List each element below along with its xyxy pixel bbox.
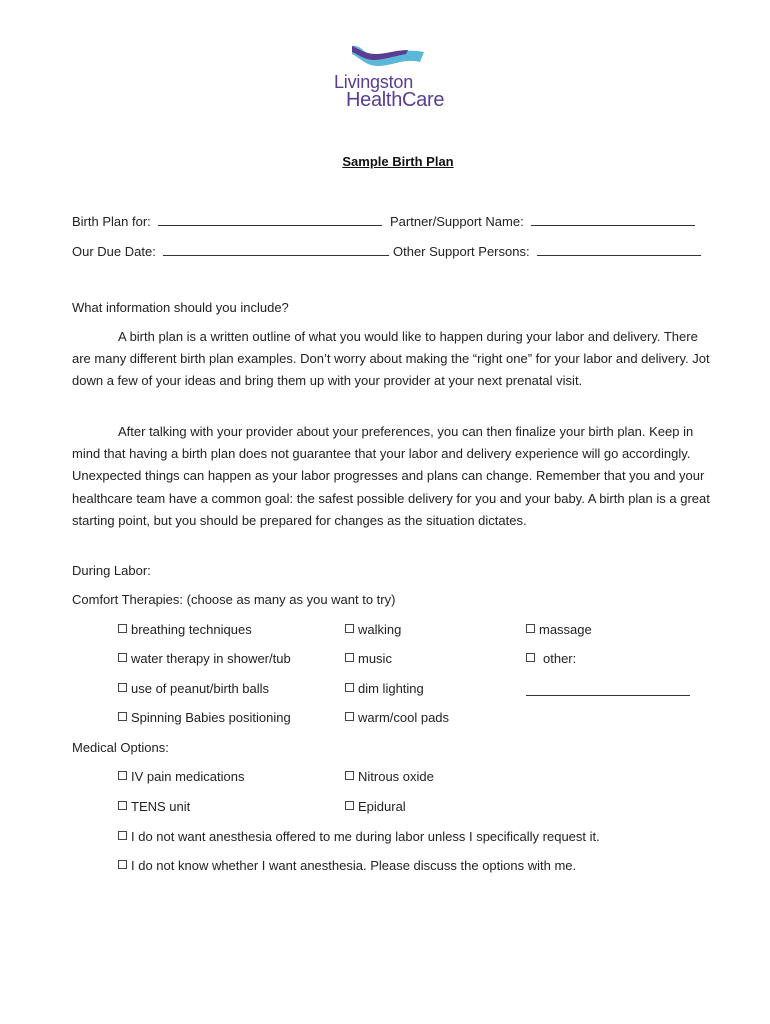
- checkbox-icon[interactable]: [345, 771, 354, 780]
- option-massage[interactable]: [526, 621, 592, 639]
- due-date-field[interactable]: [163, 242, 389, 256]
- option-dim-lighting[interactable]: [345, 680, 424, 698]
- due-date-label: Our Due Date:: [72, 244, 156, 259]
- option-epidural[interactable]: [345, 798, 406, 816]
- option-warm-cool[interactable]: [345, 709, 449, 727]
- option-label: I do not know whether I want anesthesia. Please discuss the options with me.: [131, 858, 577, 873]
- during-labor-heading: During Labor:: [72, 563, 151, 578]
- option-water[interactable]: [118, 650, 291, 668]
- checkbox-icon[interactable]: [118, 683, 127, 692]
- livingston-healthcare-logo: [334, 44, 474, 114]
- option-breathing[interactable]: [118, 621, 252, 639]
- option-label: warm/cool pads: [358, 710, 450, 725]
- option-label: Nitrous oxide: [358, 769, 434, 784]
- checkbox-icon[interactable]: [345, 801, 354, 810]
- partner-support-row: [390, 212, 695, 230]
- checkbox-icon[interactable]: [118, 624, 127, 633]
- option-label: use of peanut/birth balls: [131, 681, 270, 696]
- partner-support-field[interactable]: [531, 212, 695, 226]
- medical-heading: Medical Options:: [72, 740, 169, 755]
- option-label: IV pain medications: [131, 769, 245, 784]
- other-support-field[interactable]: [537, 242, 701, 256]
- option-label: breathing techniques: [131, 622, 252, 637]
- option-label: TENS unit: [131, 799, 191, 814]
- option-unsure-anesthesia[interactable]: [118, 857, 576, 875]
- option-peanut[interactable]: [118, 680, 269, 698]
- other-fill-in-field[interactable]: [526, 695, 690, 696]
- birth-plan-for-label: Birth Plan for:: [72, 214, 151, 229]
- option-label: dim lighting: [358, 681, 424, 696]
- option-walking[interactable]: [345, 621, 401, 639]
- checkbox-icon[interactable]: [118, 771, 127, 780]
- option-label: Spinning Babies positioning: [131, 710, 291, 725]
- checkbox-icon[interactable]: [345, 653, 354, 662]
- paragraph-2: After talking with your provider about your preferences, you can then finalize your birth plan. Keep in mind that having a birth plan does not guarantee that your labor and delivery experience will go accordingly. Unexpected things can happen as your labor progresses and plans can change. Remember that you and your healthcare team have a common goal: the safest possible delivery for you and your baby. A birth plan is a great starting point, but you should be prepared for changes as the situation dictates.: [72, 424, 710, 528]
- other-support-row: [393, 242, 701, 260]
- option-label: water therapy in shower/tub: [131, 651, 291, 666]
- option-label: music: [358, 651, 392, 666]
- checkbox-icon[interactable]: [345, 712, 354, 721]
- due-date-row: [72, 242, 389, 260]
- other-support-label: Other Support Persons:: [393, 244, 530, 259]
- option-label: Epidural: [358, 799, 406, 814]
- paragraph-1: A birth plan is a written outline of what you would like to happen during your labor and delivery. There are many different birth plan examples. Don’t worry about making the “right one” for your labor and delivery. Jot down a few of your ideas and bring them up with your provider at your next prenatal visit.: [72, 329, 710, 389]
- checkbox-icon[interactable]: [345, 683, 354, 692]
- checkbox-icon[interactable]: [345, 624, 354, 633]
- option-iv[interactable]: [118, 768, 244, 786]
- partner-support-label: Partner/Support Name:: [390, 214, 524, 229]
- option-nitrous[interactable]: [345, 768, 434, 786]
- checkbox-icon[interactable]: [118, 653, 127, 662]
- checkbox-icon[interactable]: [526, 624, 535, 633]
- checkbox-icon[interactable]: [118, 831, 127, 840]
- checkbox-icon[interactable]: [118, 860, 127, 869]
- logo-text-line2: HealthCare: [346, 89, 445, 111]
- checkbox-icon[interactable]: [118, 801, 127, 810]
- option-label: walking: [358, 622, 402, 637]
- checkbox-icon[interactable]: [526, 653, 535, 662]
- birth-plan-for-field[interactable]: [158, 212, 382, 226]
- option-label: other:: [543, 651, 577, 666]
- comfort-heading: Comfort Therapies: (choose as many as you want to try): [72, 592, 396, 607]
- logo-text-line1: Livingston: [334, 72, 414, 92]
- option-no-anesthesia[interactable]: [118, 828, 600, 846]
- option-spinning[interactable]: [118, 709, 291, 727]
- checkbox-icon[interactable]: [118, 712, 127, 721]
- option-label: massage: [539, 622, 592, 637]
- document-title: Sample Birth Plan: [342, 154, 454, 169]
- logo-banner-icon: [348, 44, 428, 72]
- option-other[interactable]: [526, 650, 576, 668]
- option-music[interactable]: [345, 650, 392, 668]
- birth-plan-for-row: [72, 212, 382, 230]
- intro-heading: What information should you include?: [72, 300, 289, 315]
- option-label: I do not want anesthesia offered to me during labor unless I specifically request it.: [131, 829, 600, 844]
- option-tens[interactable]: [118, 798, 190, 816]
